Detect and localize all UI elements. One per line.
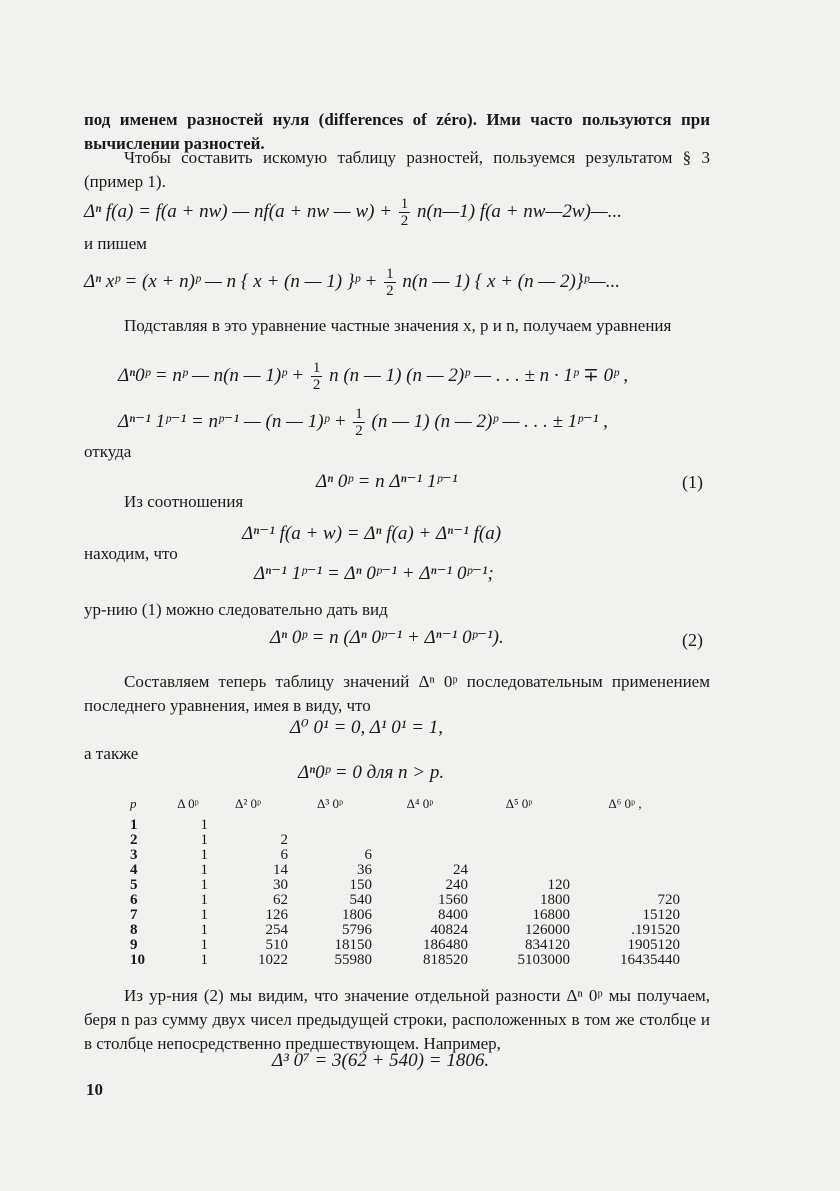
table-row: 9 1 510 18150 186480 834120 1905120	[130, 937, 680, 953]
column-header-p: p	[130, 796, 137, 811]
paragraph-conclusion: Из ур-ния (2) мы видим, что значение отдельной разности Δⁿ 0ᵖ мы получаем, беря n раз сумму двух чисел предыдущей строки, расположенных в том же столбце и в столбце непосредственно предшествующем. Например,	[84, 986, 710, 1053]
equation-number-1: (1)	[682, 472, 703, 492]
text-as-well: а также	[84, 744, 139, 763]
table-row: 4 1 14 36 24	[130, 862, 468, 878]
fraction-half: $\frac{1}{2}$	[312, 360, 321, 393]
table-row: 6 1 62 540 1560 1800 720	[130, 892, 680, 908]
text-whence: откуда	[84, 442, 132, 461]
text-we-find: находим, что	[84, 544, 178, 563]
fraction-half: $\frac{1}{2}$	[355, 406, 363, 439]
equation-shift: Δⁿ⁻¹ f(a + w) = Δⁿ f(a) + Δⁿ⁻¹ f(a)	[242, 523, 502, 544]
column-header-delta2: Δ² 0ᵖ	[234, 796, 262, 811]
table-row: 3 1 6 6	[130, 847, 372, 863]
text-give-form: ур-нию (1) можно следовательно дать вид	[84, 600, 388, 619]
table-row: 5 1 30 150 240 120	[130, 877, 570, 893]
differences-of-zero-table	[130, 796, 680, 968]
equation-1: Δⁿ 0ᵖ = n Δⁿ⁻¹ 1ᵖ⁻¹	[316, 471, 458, 492]
equation-delta-one: Δⁿ⁻¹ 1ᵖ⁻¹ = nᵖ⁻¹ — (n — 1)ᵖ + $\frac{1}{2}$ (n — 1) (n — 2)ᵖ — . . . ± 1ᵖ⁻¹ ,	[118, 406, 608, 439]
table-row: 7 1 126 1806 8400 16800 15120	[130, 907, 680, 923]
equation-delta-zero: Δⁿ0ᵖ = nᵖ — n(n — 1)ᵖ + $\frac{1}{2}$ n (n — 1) (n — 2)ᵖ — . . . ± n · 1ᵖ ∓ 0ᵖ ,	[118, 360, 629, 393]
column-header-delta3: Δ³ 0ᵖ	[316, 796, 344, 811]
page-number: 10	[86, 1080, 103, 1099]
equation-2: Δⁿ 0ᵖ = n (Δⁿ 0ᵖ⁻¹ + Δⁿ⁻¹ 0ᵖ⁻¹).	[270, 627, 504, 648]
column-header-delta5: Δ⁵ 0ᵖ	[505, 796, 533, 811]
column-header-delta1: Δ 0ᵖ	[177, 796, 199, 811]
equation-delta-f: Δⁿ f(a) = f(a + nw) — nf(a + nw — w) + $\frac{1}{2}$ n(n—1) f(a + nw—2w)—...	[84, 196, 622, 229]
table-header-row	[130, 796, 680, 818]
text-and-write: и пишем	[84, 234, 147, 253]
fraction-half: $\frac{1}{2}$	[400, 196, 409, 229]
paragraph-table-method: Чтобы составить искомую таблицу разностей, пользуемся результатом § 3 (пример 1).	[84, 148, 710, 191]
table-row: 10 1 1022 55980 818520 5103000 16435440	[130, 952, 680, 968]
column-header-delta4: Δ⁴ 0ᵖ	[406, 796, 434, 811]
paragraph-intro: под именем разностей нуля (differences of zéro). Ими часто пользуются при вычислении разностей.	[84, 110, 710, 153]
column-header-delta6: Δ⁶ 0ᵖ ,	[608, 796, 642, 811]
equation-initial-values: Δ⁰ 0¹ = 0, Δ¹ 0¹ = 1,	[290, 717, 444, 738]
equation-delta-x: Δⁿ xᵖ = (x + n)ᵖ — n { x + (n — 1) }ᵖ + $\frac{1}{2}$ n(n — 1) { x + (n — 2)}ᵖ—...	[84, 266, 620, 299]
equation-recurrence: Δⁿ⁻¹ 1ᵖ⁻¹ = Δⁿ 0ᵖ⁻¹ + Δⁿ⁻¹ 0ᵖ⁻¹;	[254, 563, 494, 584]
equation-number-2: (2)	[682, 630, 703, 650]
fraction-half: $\frac{1}{2}$	[386, 266, 394, 299]
text-from-relation: Из соотношения	[124, 492, 244, 511]
equation-zero-condition: Δⁿ0ᵖ = 0 для n > p.	[298, 762, 445, 783]
table-row: 1 1	[130, 817, 208, 833]
paragraph-compose-table: Составляем теперь таблицу значений Δⁿ 0ᵖ последовательным применением последнего уравнения, имея в виду, что	[84, 672, 710, 715]
table-row: 8 1 254 5796 40824 126000 .191520	[130, 922, 680, 938]
paragraph-substitute: Подставляя в это уравнение частные значения x, p и n, получаем уравнения	[124, 316, 672, 335]
equation-example: Δ³ 0⁷ = 3(62 + 540) = 1806.	[272, 1050, 490, 1071]
table-row: 2 1 2	[130, 832, 288, 848]
